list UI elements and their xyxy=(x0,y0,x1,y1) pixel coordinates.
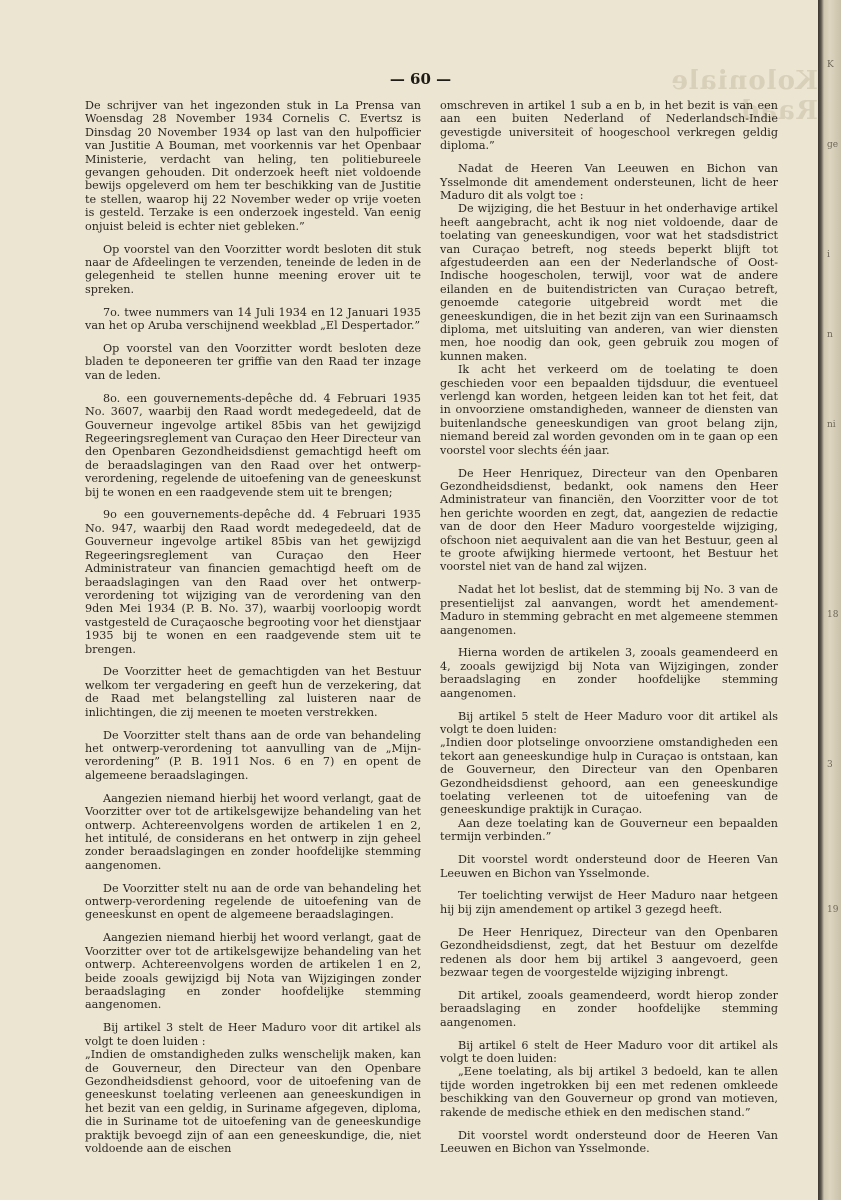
paragraph: De schrijver van het ingezonden stuk in La Prensa van Woensdag 28 November 1934 Cornelis C. Evertsz is Dinsdag 20 November 1934 op last van den hulpofficier van Justitie A Bouman, met voorkennis var het Openbaar Ministerie, verdacht van heling, ten politiebureele gevangen gehouden. Dit onderzoek heeft niet voldoende bewijs opgeleverd om hem ter beschikking van de Justitie te stellen, waarop hij 22 November weder op vrije voeten is gesteld. Terzake is een onderzoek ingesteld. Van eenig onjuist beleid is echter niet gebleken.” xyxy=(85,99,421,233)
paragraph: Dit artikel, zooals geamendeerd, wordt hierop zonder beraadslaging en zonder hoofdelijke stemming aangenomen. xyxy=(440,988,778,1029)
paragraph: De Heer Henriquez, Directeur van den Openbaren Gezondheidsdienst, zegt, dat het Bestuur om dezelfde redenen als door hem bij artikel 3 aangevoerd, geen bezwaar tegen de voorgestelde wijziging inbrengt. xyxy=(440,925,778,979)
paragraph: Nadat het lot beslist, dat de stemming bij No. 3 van de presentielijst zal aanvangen, wordt het amendement-Maduro in stemming gebracht en met algemeene stemmen aangenomen. xyxy=(440,583,778,637)
paragraph: Ter toelichting verwijst de Heer Maduro naar hetgeen hij bij zijn amendement op artikel 3 gezegd heeft. xyxy=(440,889,778,916)
adjacent-page-edge: K ge i n ni 18 3 19 xyxy=(818,0,841,1200)
paragraph: 9o een gouvernements-depêche dd. 4 Februari 1935 No. 947, waarbij den Raad wordt medegedeeld, dat de Gouverneur ingevolge artikel 85bis van het gewijzigd Regeeringsreglement van Curaçao den Heer Administrateur van financien gemachtigd heeft om de beraadslagingen van den Raad over het ontwerp-verordening tot wijziging van de verordening van den 9den Mei 1934 (P. B. No. 37), waarbij voorloopig wordt vastgesteld de Curaçaosche begrooting voor het dienstjaar 1935 bij te wonen en een raadgevende stem uit te brengen. xyxy=(85,508,421,656)
paragraph: „Indien de omstandigheden zulks wenschelijk maken, kan de Gouverneur, den Directeur van den Openbare Gezondheidsdienst gehoord, voor de uitoefening van de geneeskunst toelating verleenen aan geneeskundigen in het bezit van een geldig, in Suriname afgegeven, diploma, die in Suriname tot de uitoefening van de geneeskundige praktijk bevoegd zijn of aan een geneeskundige, die, niet voldoende aan de eischen xyxy=(85,1048,421,1155)
paragraph: „Eene toelating, als bij artikel 3 bedoeld, kan te allen tijde worden ingetrokken bij een met redenen omkleede beschikking van den Gouverneur op grond van motieven, rakende de medische ethiek en den medischen stand.” xyxy=(440,1065,778,1119)
paragraph: De Voorzitter heet de gemachtigden van het Bestuur welkom ter vergadering en geeft hun de verzekering, dat de Raad met belangstelling zal luisteren naar de inlichtingen, die zij meenen te moeten verstrekken. xyxy=(85,665,421,719)
paragraph: Aan deze toelating kan de Gouverneur een bepaalden termijn verbinden.” xyxy=(440,816,778,844)
paragraph: Op voorstel van den Voorzitter wordt besloten dit stuk naar de Afdeelingen te verzenden, teneinde de leden in de gelegenheid te stellen hunne meening erover uit te spreken. xyxy=(85,242,421,296)
paragraph: 7o. twee nummers van 14 Juli 1934 en 12 Januari 1935 van het op Aruba verschijnend weekblad „El Despertador.” xyxy=(85,305,421,333)
left-column xyxy=(85,99,421,1155)
paragraph: Bij artikel 5 stelt de Heer Maduro voor dit artikel als volgt te doen luiden: xyxy=(440,709,778,736)
paragraph: Dit voorstel wordt ondersteund door de Heeren Van Leeuwen en Bichon van Ysselmonde. xyxy=(440,1128,778,1155)
paragraph: Aangezien niemand hierbij het woord verlangt, gaat de Voorzitter over tot de artikelsgewijze behandeling van het ontwerp. Achtereenvolgens worden de artikelen 1 en 2, beide zooals gewijzigd bij Nota van Wijzigingen zonder beraadslaging en zonder hoofdelijke stemming aangenomen. xyxy=(85,931,421,1012)
paragraph: De Voorzitter stelt thans aan de orde van behandeling het ontwerp-verordening tot aanvulling van de „Mijn-verordening” (P. B. 1911 Nos. 6 en 7) en opent de algemeene beraadslagingen. xyxy=(85,728,421,782)
paragraph: „Indien door plotselinge onvoorziene omstandigheden een tekort aan geneeskundige hulp in Curaçao is ontstaan, kan de Gouverneur, den Directeur van den Openbaren Gezondheidsdienst gehoord, aan een geneeskundige toelating verleenen tot de uitoefening van de geneeskundige praktijk in Curaçao. xyxy=(440,736,778,817)
paragraph: Ik acht het verkeerd om de toelating te doen geschieden voor een bepaalden tijdsduur, die eventueel verlengd kan worden, hetgeen leiden kan tot het feit, dat in onvoorziene omstandigheden, wanneer de diensten van buitenlandsche geneeskundigen van groot belang zijn, niemand bereid zal worden gevonden om in te gaan op een voorstel voor slechts één jaar. xyxy=(440,363,778,457)
paragraph: Op voorstel van den Voorzitter wordt besloten deze bladen te deponeeren ter griffie van den Raad ter inzage van de leden. xyxy=(85,342,421,382)
bleed-through-text: Koloniale Raad. xyxy=(670,66,818,126)
paragraph: De Voorzitter stelt nu aan de orde van behandeling het ontwerp-verordening regelende de uitoefening van de geneeskunst en opent de algemeene beraadslagingen. xyxy=(85,881,421,922)
paragraph: Bij artikel 6 stelt de Heer Maduro voor dit artikel als volgt te doen luiden: xyxy=(440,1038,778,1065)
paragraph: De Heer Henriquez, Directeur van den Openbaren Gezondheidsdienst, bedankt, ook namens den Heer Administrateur van financiën, den Voorzitter voor de tot hen gerichte woorden en zegt, dat, aangezien de redactie van de door den Heer Maduro voorgestelde wijziging, ofschoon niet aequivalent aan die van het Bestuur, geen al te groote afwijking hiermede vertoont, het Bestuur het voorstel niet van de hand zal wijzen. xyxy=(440,466,778,574)
paragraph: Bij artikel 3 stelt de Heer Maduro voor dit artikel als volgt te doen luiden : xyxy=(85,1021,421,1048)
paragraph: De wijziging, die het Bestuur in het onderhavige artikel heeft aangebracht, acht ik nog niet voldoende, daar de toelating van geneeskundigen, voor wat het stadsdistrict van Curaçao betreft, nog steeds beperkt blijft tot afgestudeerden aan een der Nederlandsche of Oost-Indische hoogescholen, terwijl, voor wat de andere eilanden en de buitendistricten van Curaçao betreft, genoemde categorie uitgebreid wordt met die geneeskundigen, die in het bezit zijn van een Surinaamsch diploma, met uitsluiting van anderen, van wier diensten men, hoe noodig dan ook, geen gebruik zou mogen of kunnen maken. xyxy=(440,202,778,363)
paragraph: Dit voorstel wordt ondersteund door de Heeren Van Leeuwen en Bichon van Ysselmonde. xyxy=(440,853,778,880)
paragraph: Hierna worden de artikelen 3, zooals geamendeerd en 4, zooals gewijzigd bij Nota van Wijzigingen, zonder beraadslaging en zonder hoofdelijke stemming aangenomen. xyxy=(440,646,778,700)
right-column xyxy=(440,99,778,1165)
paragraph: Nadat de Heeren Van Leeuwen en Bichon van Ysselmonde dit amendement ondersteunen, licht de heer Maduro dit als volgt toe : xyxy=(440,162,778,202)
page-number: — 60 — xyxy=(389,70,452,88)
paragraph: Aangezien niemand hierbij het woord verlangt, gaat de Voorzitter over tot de artikelsgewijze behandeling van het ontwerp. Achtereenvolgens worden de artikelen 1 en 2, het intitulé, de considerans en het ontwerp in zijn geheel zonder beraadslagingen en zonder hoofdelijke stemming aangenomen. xyxy=(85,791,421,872)
paragraph: omschreven in artikel 1 sub a en b, in het bezit is van een aan een buiten Nederland of Nederlandsch-Indie gevestigde universiteit of hoogeschool verkregen geldig diploma.” xyxy=(440,99,778,153)
paragraph: 8o. een gouvernements-depêche dd. 4 Februari 1935 No. 3607, waarbij den Raad wordt medegedeeld, dat de Gouverneur ingevolge artikel 85bis van het gewijzigd Regeeringsreglement van Curaçao den Heer Directeur van den Openbaren Gezondheidsdienst gemachtigd heeft om de beraadslagingen van den Raad over het ontwerp-verordening, regelende de uitoefening van de geneeskunst bij te wonen en een raadgevende stem uit te brengen; xyxy=(85,391,421,499)
